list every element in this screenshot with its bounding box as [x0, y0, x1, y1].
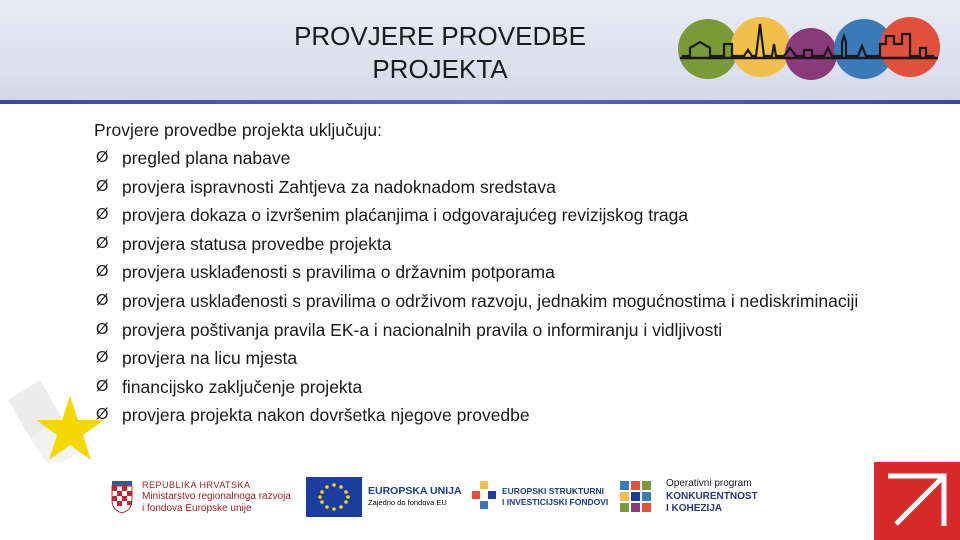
bullet-arrow-icon: Ø [96, 206, 109, 224]
esif-squares-icon [470, 479, 498, 515]
esif-logo [470, 472, 608, 522]
croatia-ministry-text: REPUBLIKA HRVATSKA Ministarstvo regionalnoga razvoja i fondova Europske unije [142, 480, 291, 514]
city-skyline-logo [676, 14, 940, 84]
op-logo [618, 472, 758, 522]
eu-text: EUROPSKA UNIJA Zajedno do fondova EU [368, 485, 462, 507]
op-mosaic-icon [618, 479, 654, 515]
header-divider [0, 100, 960, 104]
bullet-arrow-icon: Ø [96, 349, 109, 367]
list-item: Ø provjera usklađenosti s pravilima o državnim potporama [94, 258, 940, 287]
list-item: Ø provjera na licu mjesta [94, 344, 940, 373]
bullet-list [94, 144, 940, 430]
corner-arrow-logo [874, 462, 960, 540]
bullet-arrow-icon: Ø [96, 263, 109, 281]
list-item: Ø provjera dokaza o izvršenim plaćanjima i odgovarajućeg revizijskog traga [94, 201, 940, 230]
esif-text: EUROPSKI STRUKTURNI I INVESTICIJSKI FONDOVI [502, 486, 609, 507]
bullet-arrow-icon: Ø [96, 406, 109, 424]
list-item: Ø financijsko zaključenje projekta [94, 373, 940, 402]
bullet-arrow-icon: Ø [96, 234, 109, 252]
content-area [94, 116, 940, 430]
slide-title: PROVJERE PROVEDBE PROJEKTA [294, 21, 586, 84]
croatian-coat-of-arms-icon [110, 480, 134, 514]
list-item: Ø pregled plana nabave [94, 144, 940, 173]
bullet-arrow-icon: Ø [96, 377, 109, 395]
croatia-ministry-logo [110, 472, 291, 522]
list-item: Ø provjera ispravnosti Zahtjeva za nadoknadom sredstava [94, 173, 940, 202]
bullet-arrow-icon: Ø [96, 149, 109, 166]
circle-green-icon [678, 19, 738, 79]
list-item: Ø provjera poštivanja pravila EK-a i nacionalnih pravila o informiranju i vidljivosti [94, 316, 940, 345]
eu-logo [306, 472, 462, 522]
bullet-arrow-icon: Ø [96, 291, 109, 309]
intro-text: Provjere provedbe projekta uključuju: [94, 120, 382, 140]
list-item: Ø provjera statusa provedbe projekta [94, 230, 940, 259]
list-item: Ø provjera usklađenosti s pravilima o održivom razvoju, jednakim mogućnostima i nediskriminaciji [94, 287, 940, 316]
eu-flag-icon [306, 477, 362, 517]
op-text: Operativni program KONKURENTNOST I KOHEZIJA [666, 478, 758, 515]
list-item: Ø provjera projekta nakon dovršetka njegove provedbe [94, 401, 940, 430]
bullet-arrow-icon: Ø [96, 320, 109, 338]
bullet-arrow-icon: Ø [96, 177, 109, 195]
